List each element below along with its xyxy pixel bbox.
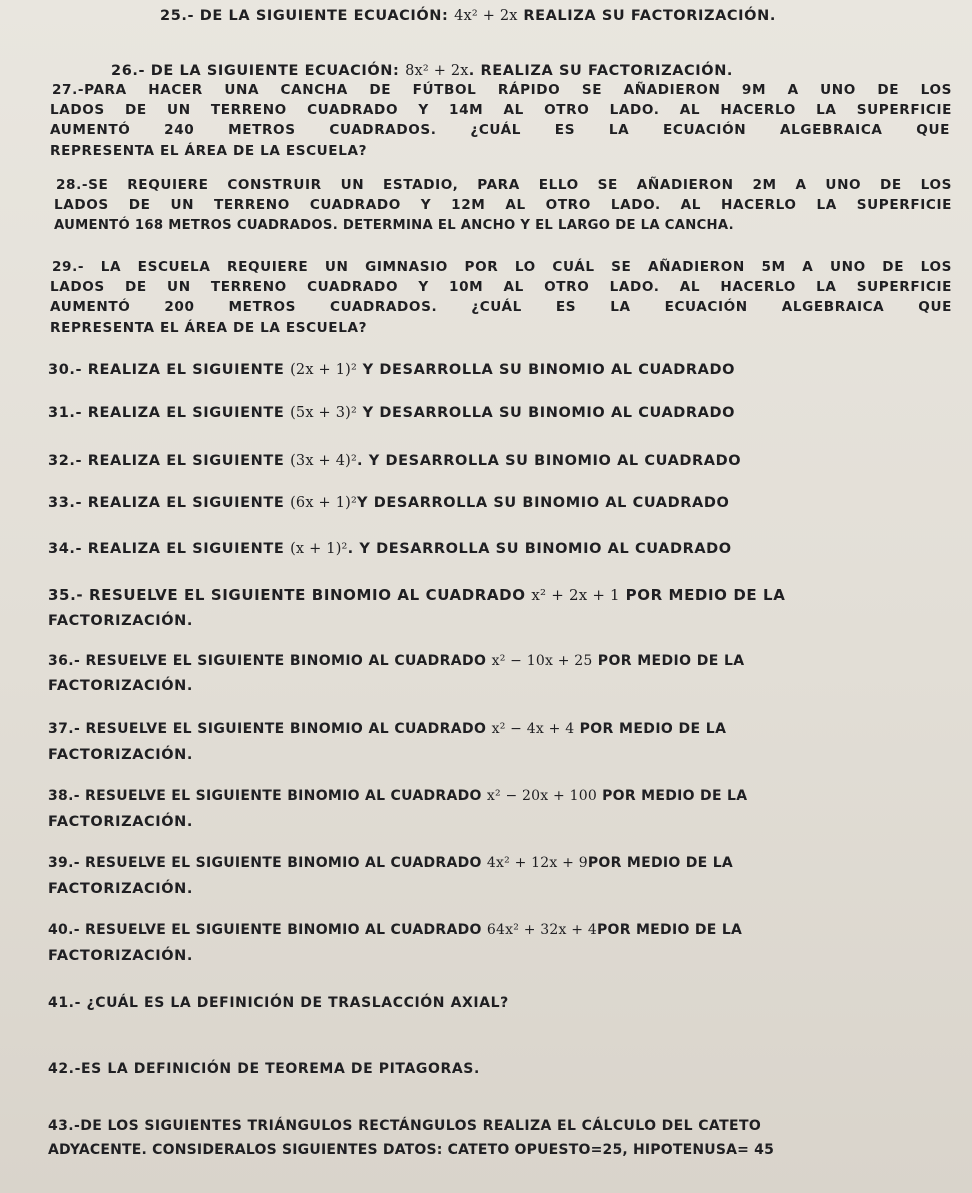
- question-39: [48, 853, 733, 873]
- question-40-line-2: FACTORIZACIÓN.: [48, 948, 194, 964]
- equation: x² + 2x + 1: [531, 586, 620, 604]
- question-27-line-2: LADOS DE UN TERRENO CUADRADO Y 14M AL OTRO LADO. AL HACERLO LA SUPERFICIE: [50, 102, 952, 118]
- question-34: [48, 539, 732, 559]
- question-32: [48, 451, 741, 471]
- question-38-line-2: FACTORIZACIÓN.: [48, 814, 194, 830]
- question-29-line-1: 29.- LA ESCUELA REQUIERE UN GIMNASIO POR LO CUÁL SE AÑADIERON 5M A UNO DE LOS: [52, 259, 952, 275]
- question-text: 37.- RESUELVE EL SIGUIENTE BINOMIO AL CUADRADO: [48, 721, 492, 737]
- question-text: . Y DESARROLLA SU BINOMIO AL CUADRADO: [357, 453, 742, 469]
- question-42: 42.-ES LA DEFINICIÓN DE TEOREMA DE PITAGORAS.: [48, 1061, 480, 1077]
- equation: x² − 10x + 25: [491, 653, 593, 669]
- question-text: . REALIZA SU FACTORIZACIÓN.: [468, 63, 734, 79]
- question-35-line-2: FACTORIZACIÓN.: [48, 613, 194, 629]
- question-text: Y DESARROLLA SU BINOMIO AL CUADRADO: [357, 405, 736, 421]
- question-33: [48, 493, 729, 513]
- question-28-line-1: 28.-SE REQUIERE CONSTRUIR UN ESTADIO, PARA ELLO SE AÑADIERON 2M A UNO DE LOS: [56, 177, 952, 193]
- equation: (x + 1)²: [290, 541, 348, 557]
- question-29-line-3: AUMENTÓ 200 METROS CUADRADOS. ¿CUÁL ES LA ECUACIÓN ALGEBRAICA QUE: [50, 299, 952, 315]
- question-27-line-3: AUMENTÓ 240 METROS CUADRADOS. ¿CUÁL ES LA ECUACIÓN ALGEBRAICA QUE: [50, 122, 950, 138]
- question-text: Y DESARROLLA SU BINOMIO AL CUADRADO: [357, 495, 730, 511]
- question-28-line-3: AUMENTÓ 168 METROS CUADRADOS. DETERMINA EL ANCHO Y EL LARGO DE LA CANCHA.: [54, 218, 734, 233]
- question-36: [48, 651, 745, 671]
- question-29-line-4: REPRESENTA EL ÁREA DE LA ESCUELA?: [50, 320, 368, 336]
- question-39-line-2: FACTORIZACIÓN.: [48, 881, 194, 897]
- question-text: POR MEDIO DE LA: [592, 653, 745, 669]
- question-text: POR MEDIO DE LA: [619, 586, 786, 604]
- equation: 4x² + 12x + 9: [486, 855, 588, 871]
- equation: (6x + 1)²: [290, 495, 357, 511]
- question-28-line-2: LADOS DE UN TERRENO CUADRADO Y 12M AL OTRO LADO. AL HACERLO LA SUPERFICIE: [54, 197, 952, 213]
- question-text: 35.- RESUELVE EL SIGUIENTE BINOMIO AL CUADRADO: [48, 586, 532, 604]
- equation: 8x² + 2x: [405, 63, 469, 79]
- question-text: 38.- RESUELVE EL SIGUIENTE BINOMIO AL CUADRADO: [48, 788, 487, 804]
- question-text: 32.- REALIZA EL SIGUIENTE: [48, 453, 291, 469]
- question-text: POR MEDIO DE LA: [574, 721, 727, 737]
- question-29-line-2: LADOS DE UN TERRENO CUADRADO Y 10M AL OTRO LADO. AL HACERLO LA SUPERFICIE: [50, 279, 952, 295]
- equation: 64x² + 32x + 4: [486, 922, 597, 938]
- question-text: POR MEDIO DE LA: [587, 855, 734, 871]
- question-40: [48, 920, 742, 940]
- question-text: 34.- REALIZA EL SIGUIENTE: [48, 541, 291, 557]
- question-35: [48, 585, 785, 605]
- question-41: 41.- ¿CUÁL ES LA DEFINICIÓN DE TRASLACCIÓN AXIAL?: [48, 995, 509, 1011]
- question-text: 25.- DE LA SIGUIENTE ECUACIÓN:: [160, 8, 455, 24]
- question-37: [48, 719, 726, 739]
- equation: 4x² + 2x: [454, 8, 518, 24]
- question-text: POR MEDIO DE LA: [596, 788, 748, 804]
- question-text: 36.- RESUELVE EL SIGUIENTE BINOMIO AL CUADRADO: [48, 653, 492, 669]
- equation: (3x + 4)²: [290, 453, 357, 469]
- question-26: [111, 61, 733, 81]
- question-43-line-2: ADYACENTE. CONSIDERALOS SIGUIENTES DATOS: CATETO OPUESTO=25, HIPOTENUSA= 45: [48, 1142, 775, 1158]
- equation: x² − 4x + 4: [491, 721, 575, 737]
- question-38: [48, 786, 747, 806]
- question-30: [48, 360, 735, 380]
- question-text: 33.- REALIZA EL SIGUIENTE: [48, 495, 291, 511]
- question-text: 40.- RESUELVE EL SIGUIENTE BINOMIO AL CUADRADO: [48, 922, 487, 938]
- question-31: [48, 403, 735, 423]
- question-text: 30.- REALIZA EL SIGUIENTE: [48, 362, 291, 378]
- equation: (5x + 3)²: [290, 405, 357, 421]
- question-43-line-1: 43.-DE LOS SIGUIENTES TRIÁNGULOS RECTÁNGULOS REALIZA EL CÁLCULO DEL CATETO: [48, 1118, 762, 1134]
- question-text: REALIZA SU FACTORIZACIÓN.: [517, 8, 776, 24]
- question-25: [160, 6, 776, 26]
- question-text: 31.- REALIZA EL SIGUIENTE: [48, 405, 291, 421]
- question-text: Y DESARROLLA SU BINOMIO AL CUADRADO: [357, 362, 736, 378]
- question-37-line-2: FACTORIZACIÓN.: [48, 747, 194, 763]
- equation: (2x + 1)²: [290, 362, 357, 378]
- question-27-line-1: 27.-PARA HACER UNA CANCHA DE FÚTBOL RÁPIDO SE AÑADIERON 9M A UNO DE LOS: [52, 82, 952, 98]
- question-text: 26.- DE LA SIGUIENTE ECUACIÓN:: [111, 63, 406, 79]
- question-27-line-4: REPRESENTA EL ÁREA DE LA ESCUELA?: [50, 143, 368, 159]
- question-text: . Y DESARROLLA SU BINOMIO AL CUADRADO: [347, 541, 732, 557]
- equation: x² − 20x + 100: [486, 788, 597, 804]
- question-text: 39.- RESUELVE EL SIGUIENTE BINOMIO AL CUADRADO: [48, 855, 487, 871]
- question-36-line-2: FACTORIZACIÓN.: [48, 678, 194, 694]
- question-text: POR MEDIO DE LA: [596, 922, 743, 938]
